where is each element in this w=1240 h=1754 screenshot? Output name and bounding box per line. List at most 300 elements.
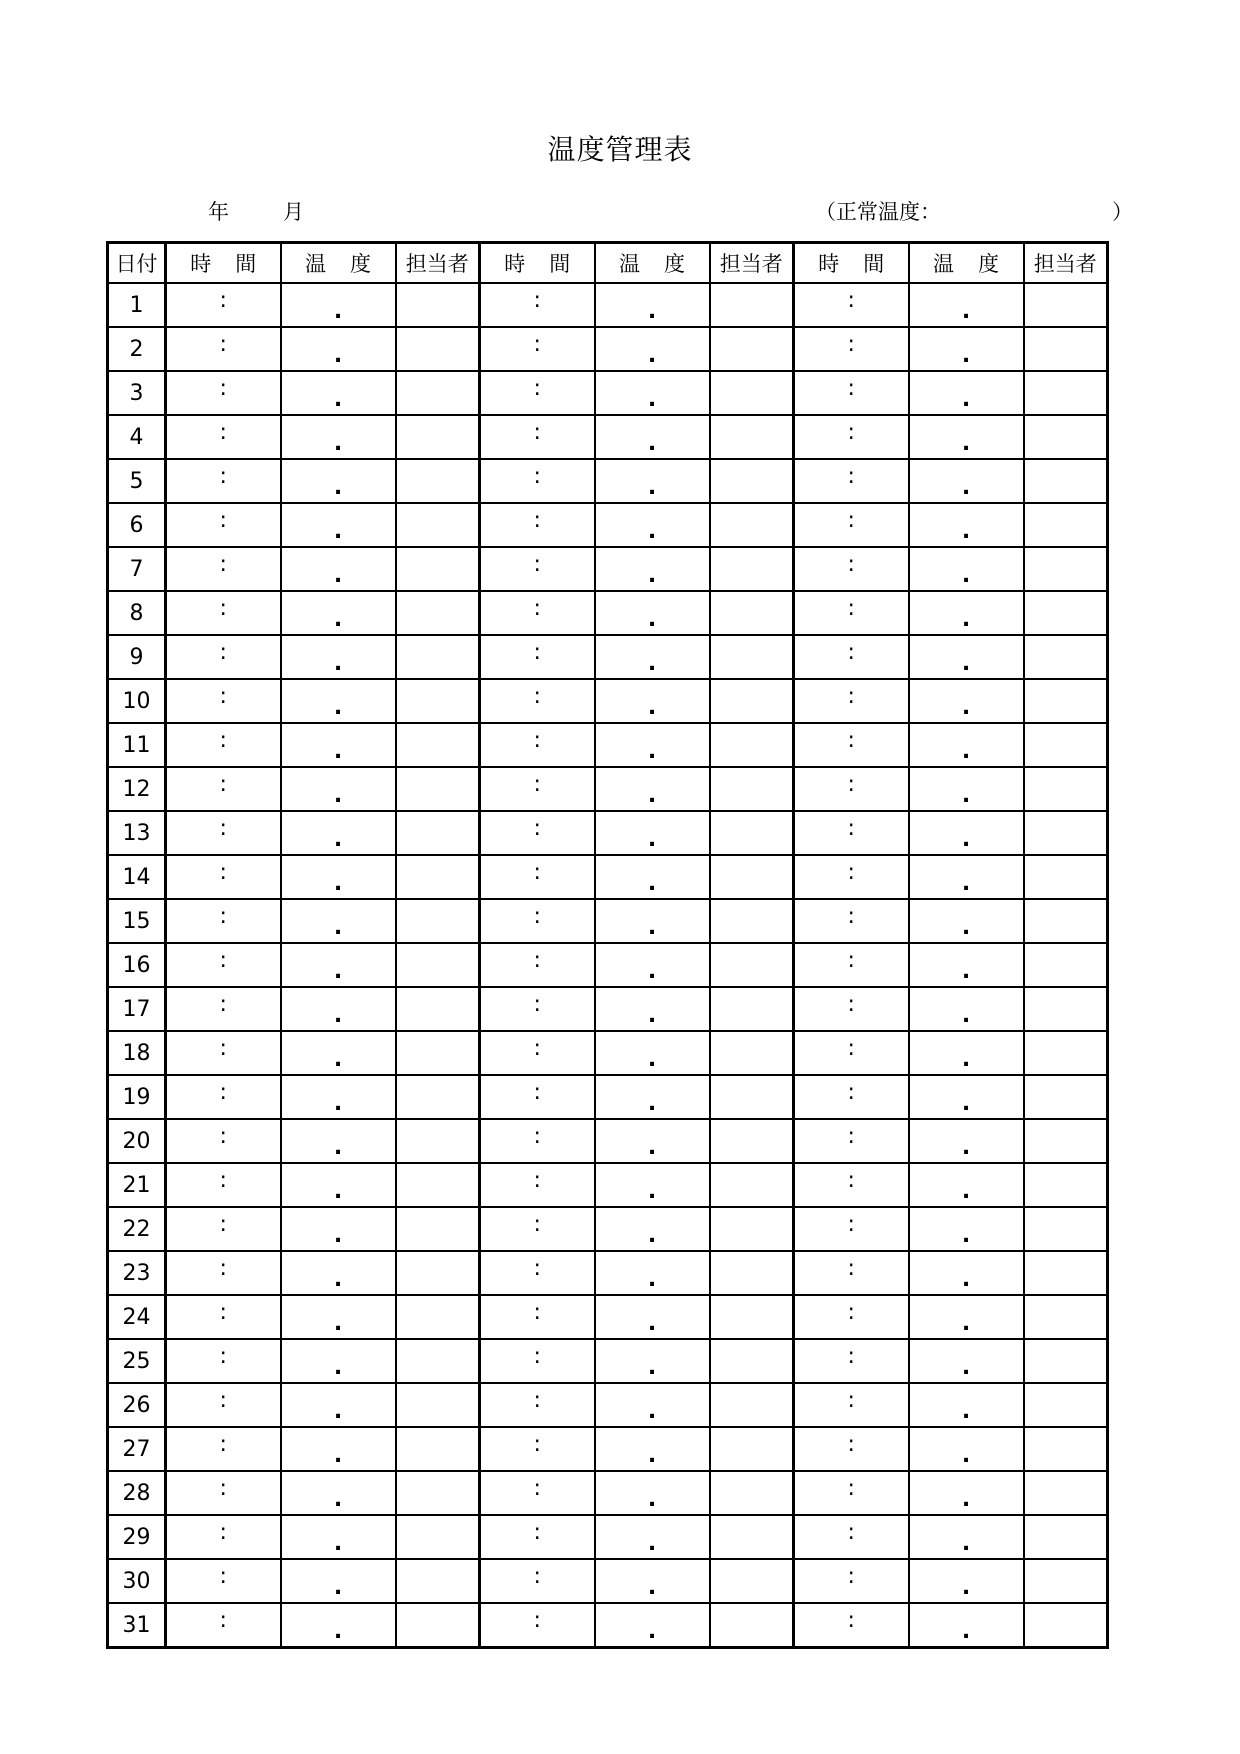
temperature-cell[interactable] — [281, 899, 396, 943]
temperature-cell[interactable] — [281, 1075, 396, 1119]
person-cell[interactable] — [1024, 899, 1108, 943]
time-cell[interactable] — [166, 1427, 281, 1471]
temperature-cell[interactable] — [281, 1251, 396, 1295]
temperature-cell[interactable] — [595, 723, 710, 767]
temperature-cell[interactable] — [909, 855, 1024, 899]
temperature-cell[interactable] — [281, 855, 396, 899]
person-cell[interactable] — [396, 283, 480, 327]
time-cell[interactable] — [166, 1207, 281, 1251]
temperature-decimal-point: . — [333, 606, 343, 632]
time-cell[interactable] — [480, 855, 595, 899]
time-cell[interactable] — [166, 1119, 281, 1163]
temperature-cell[interactable] — [909, 1251, 1024, 1295]
temperature-decimal-point: . — [647, 298, 657, 324]
temperature-cell[interactable] — [281, 415, 396, 459]
person-cell[interactable] — [1024, 1559, 1108, 1603]
time-cell[interactable] — [794, 635, 909, 679]
time-cell[interactable] — [480, 327, 595, 371]
temperature-cell[interactable] — [595, 1559, 710, 1603]
person-header-1: 担当者 — [396, 243, 480, 284]
time-cell[interactable] — [480, 1119, 595, 1163]
person-cell[interactable] — [710, 1295, 794, 1339]
time-cell[interactable] — [794, 1427, 909, 1471]
person-cell[interactable] — [1024, 1427, 1108, 1471]
person-cell[interactable] — [396, 679, 480, 723]
time-cell[interactable] — [480, 1207, 595, 1251]
person-cell[interactable] — [1024, 723, 1108, 767]
time-cell[interactable] — [166, 811, 281, 855]
person-cell[interactable] — [1024, 327, 1108, 371]
time-cell[interactable] — [480, 1339, 595, 1383]
time-cell[interactable] — [794, 899, 909, 943]
temperature-cell[interactable] — [281, 767, 396, 811]
person-cell[interactable] — [710, 591, 794, 635]
temperature-cell[interactable] — [595, 1471, 710, 1515]
time-cell[interactable] — [480, 987, 595, 1031]
temperature-cell[interactable] — [909, 943, 1024, 987]
temperature-cell[interactable] — [595, 591, 710, 635]
time-cell[interactable] — [794, 1515, 909, 1559]
person-cell[interactable] — [710, 283, 794, 327]
time-cell[interactable] — [166, 1295, 281, 1339]
time-cell[interactable] — [794, 415, 909, 459]
time-cell[interactable] — [480, 1251, 595, 1295]
person-cell[interactable] — [396, 943, 480, 987]
time-cell[interactable] — [166, 1339, 281, 1383]
time-cell[interactable] — [166, 679, 281, 723]
time-cell[interactable] — [480, 723, 595, 767]
time-cell[interactable] — [794, 1559, 909, 1603]
temperature-cell[interactable] — [595, 1075, 710, 1119]
person-cell[interactable] — [1024, 1251, 1108, 1295]
person-cell[interactable] — [396, 767, 480, 811]
temperature-cell[interactable] — [909, 547, 1024, 591]
person-cell[interactable] — [396, 987, 480, 1031]
time-cell[interactable] — [794, 987, 909, 1031]
person-cell[interactable] — [396, 327, 480, 371]
time-cell[interactable] — [794, 547, 909, 591]
temperature-cell[interactable] — [909, 1471, 1024, 1515]
person-cell[interactable] — [710, 1207, 794, 1251]
time-cell[interactable] — [794, 1075, 909, 1119]
time-cell[interactable] — [794, 1163, 909, 1207]
person-cell[interactable] — [1024, 1295, 1108, 1339]
person-cell[interactable] — [1024, 591, 1108, 635]
temperature-cell[interactable] — [281, 547, 396, 591]
temperature-cell[interactable] — [281, 635, 396, 679]
time-cell[interactable] — [794, 1339, 909, 1383]
person-cell[interactable] — [710, 1163, 794, 1207]
person-cell[interactable] — [710, 1031, 794, 1075]
time-cell[interactable] — [166, 1515, 281, 1559]
time-cell[interactable] — [166, 987, 281, 1031]
person-cell[interactable] — [396, 1559, 480, 1603]
person-cell[interactable] — [710, 371, 794, 415]
temperature-cell[interactable] — [909, 1339, 1024, 1383]
person-cell[interactable] — [396, 855, 480, 899]
temperature-cell[interactable] — [595, 1163, 710, 1207]
temperature-cell[interactable] — [909, 327, 1024, 371]
temperature-cell[interactable] — [595, 679, 710, 723]
temperature-decimal-point: . — [333, 298, 343, 324]
time-cell[interactable] — [480, 943, 595, 987]
temperature-cell[interactable] — [909, 1075, 1024, 1119]
temperature-cell[interactable] — [281, 943, 396, 987]
person-cell[interactable] — [396, 1427, 480, 1471]
temperature-cell[interactable] — [595, 1603, 710, 1648]
person-cell[interactable] — [1024, 371, 1108, 415]
time-cell[interactable] — [794, 723, 909, 767]
temperature-cell[interactable] — [281, 1207, 396, 1251]
person-cell[interactable] — [710, 767, 794, 811]
person-cell[interactable] — [396, 1339, 480, 1383]
temperature-cell[interactable] — [281, 503, 396, 547]
temperature-cell[interactable] — [595, 767, 710, 811]
temperature-cell[interactable] — [595, 371, 710, 415]
temperature-cell[interactable] — [595, 899, 710, 943]
time-cell[interactable] — [166, 503, 281, 547]
temperature-cell[interactable] — [281, 459, 396, 503]
person-cell[interactable] — [396, 723, 480, 767]
person-cell[interactable] — [1024, 547, 1108, 591]
time-colon: : — [533, 1344, 541, 1369]
time-cell[interactable] — [794, 767, 909, 811]
time-cell[interactable] — [480, 1075, 595, 1119]
time-cell[interactable] — [480, 1603, 595, 1648]
time-cell[interactable] — [166, 327, 281, 371]
time-cell[interactable] — [794, 679, 909, 723]
temperature-cell[interactable] — [281, 1339, 396, 1383]
time-cell[interactable] — [166, 1251, 281, 1295]
temperature-cell[interactable] — [281, 987, 396, 1031]
temperature-cell[interactable] — [909, 899, 1024, 943]
temperature-cell[interactable] — [281, 1603, 396, 1648]
temperature-cell[interactable] — [281, 1471, 396, 1515]
temperature-cell[interactable] — [595, 1119, 710, 1163]
time-cell[interactable] — [166, 1603, 281, 1648]
person-cell[interactable] — [1024, 943, 1108, 987]
temperature-decimal-point: . — [961, 342, 971, 368]
temperature-cell[interactable] — [909, 1163, 1024, 1207]
time-cell[interactable] — [480, 811, 595, 855]
time-colon: : — [847, 464, 855, 489]
temperature-cell[interactable] — [281, 1031, 396, 1075]
time-cell[interactable] — [166, 943, 281, 987]
time-cell[interactable] — [480, 459, 595, 503]
temperature-cell[interactable] — [595, 987, 710, 1031]
day-cell: 10 — [108, 679, 166, 723]
time-header-1 — [166, 243, 281, 284]
person-cell[interactable] — [396, 1207, 480, 1251]
person-cell[interactable] — [1024, 1031, 1108, 1075]
time-cell[interactable] — [480, 1427, 595, 1471]
person-cell[interactable] — [1024, 1339, 1108, 1383]
person-cell[interactable] — [710, 855, 794, 899]
temperature-cell[interactable] — [909, 1295, 1024, 1339]
temperature-cell[interactable] — [281, 1295, 396, 1339]
person-cell[interactable] — [1024, 415, 1108, 459]
time-cell[interactable] — [480, 635, 595, 679]
temperature-cell[interactable] — [595, 1339, 710, 1383]
time-header-char-2: 間 — [863, 252, 885, 276]
temperature-cell[interactable] — [909, 1207, 1024, 1251]
person-cell[interactable] — [1024, 1207, 1108, 1251]
person-cell[interactable] — [1024, 1603, 1108, 1648]
temperature-cell[interactable] — [909, 767, 1024, 811]
temperature-cell[interactable] — [909, 591, 1024, 635]
person-cell[interactable] — [1024, 1515, 1108, 1559]
person-cell[interactable] — [710, 943, 794, 987]
time-cell[interactable] — [166, 1471, 281, 1515]
person-cell[interactable] — [396, 371, 480, 415]
person-cell[interactable] — [396, 547, 480, 591]
person-cell[interactable] — [1024, 1119, 1108, 1163]
person-cell[interactable] — [396, 1251, 480, 1295]
time-cell[interactable] — [794, 1603, 909, 1648]
person-cell[interactable] — [396, 1075, 480, 1119]
person-cell[interactable] — [396, 899, 480, 943]
temperature-cell[interactable] — [281, 1559, 396, 1603]
temperature-cell[interactable] — [909, 1383, 1024, 1427]
time-cell[interactable] — [794, 1471, 909, 1515]
time-cell[interactable] — [166, 591, 281, 635]
temperature-cell[interactable] — [281, 811, 396, 855]
person-cell[interactable] — [710, 1515, 794, 1559]
temperature-cell[interactable] — [595, 503, 710, 547]
person-cell[interactable] — [396, 1295, 480, 1339]
temperature-cell[interactable] — [595, 327, 710, 371]
time-cell[interactable] — [166, 1383, 281, 1427]
temperature-decimal-point: . — [647, 430, 657, 456]
person-cell[interactable] — [396, 1383, 480, 1427]
person-cell[interactable] — [396, 1031, 480, 1075]
time-cell[interactable] — [794, 1207, 909, 1251]
person-cell[interactable] — [710, 635, 794, 679]
person-cell[interactable] — [710, 1383, 794, 1427]
temperature-cell[interactable] — [595, 459, 710, 503]
temperature-cell[interactable] — [595, 1251, 710, 1295]
time-cell[interactable] — [166, 723, 281, 767]
person-cell[interactable] — [710, 899, 794, 943]
time-colon: : — [219, 1432, 227, 1457]
person-cell[interactable] — [1024, 767, 1108, 811]
person-cell[interactable] — [1024, 855, 1108, 899]
temperature-cell[interactable] — [909, 283, 1024, 327]
time-cell[interactable] — [794, 1383, 909, 1427]
temperature-cell[interactable] — [595, 811, 710, 855]
time-cell[interactable] — [480, 1471, 595, 1515]
time-cell[interactable] — [794, 327, 909, 371]
person-cell[interactable] — [1024, 503, 1108, 547]
temperature-cell[interactable] — [909, 679, 1024, 723]
time-cell[interactable] — [166, 1031, 281, 1075]
time-cell[interactable] — [794, 855, 909, 899]
temperature-cell[interactable] — [909, 1031, 1024, 1075]
temperature-cell[interactable] — [595, 1383, 710, 1427]
person-cell[interactable] — [710, 1559, 794, 1603]
time-cell[interactable] — [166, 855, 281, 899]
person-cell[interactable] — [396, 1603, 480, 1648]
time-cell[interactable] — [794, 943, 909, 987]
temperature-cell[interactable] — [281, 1119, 396, 1163]
time-cell[interactable] — [166, 1559, 281, 1603]
page-title: 温度管理表 — [547, 133, 693, 166]
time-cell[interactable] — [480, 1515, 595, 1559]
person-cell[interactable] — [710, 723, 794, 767]
time-cell[interactable] — [794, 371, 909, 415]
person-cell[interactable] — [396, 415, 480, 459]
temperature-cell[interactable] — [909, 1559, 1024, 1603]
person-cell[interactable] — [710, 1339, 794, 1383]
person-cell[interactable] — [710, 679, 794, 723]
temperature-cell[interactable] — [281, 371, 396, 415]
temperature-cell[interactable] — [595, 547, 710, 591]
temperature-cell[interactable] — [909, 1427, 1024, 1471]
time-cell[interactable] — [480, 899, 595, 943]
temperature-cell[interactable] — [595, 1031, 710, 1075]
time-cell[interactable] — [794, 1251, 909, 1295]
person-cell[interactable] — [396, 1119, 480, 1163]
time-cell[interactable] — [166, 1163, 281, 1207]
person-cell[interactable] — [396, 1163, 480, 1207]
time-cell[interactable] — [794, 503, 909, 547]
time-cell[interactable] — [480, 415, 595, 459]
time-cell[interactable] — [480, 679, 595, 723]
time-cell[interactable] — [794, 283, 909, 327]
time-cell[interactable] — [166, 547, 281, 591]
time-cell[interactable] — [480, 591, 595, 635]
person-cell[interactable] — [710, 503, 794, 547]
person-cell[interactable] — [710, 987, 794, 1031]
temperature-cell[interactable] — [281, 283, 396, 327]
day-cell: 6 — [108, 503, 166, 547]
temperature-cell[interactable] — [595, 943, 710, 987]
time-cell[interactable] — [794, 811, 909, 855]
temperature-cell[interactable] — [595, 415, 710, 459]
person-cell[interactable] — [710, 1603, 794, 1648]
header-row — [108, 243, 1108, 284]
time-cell[interactable] — [480, 371, 595, 415]
temperature-cell[interactable] — [281, 591, 396, 635]
time-cell[interactable] — [794, 1031, 909, 1075]
person-cell[interactable] — [1024, 1163, 1108, 1207]
time-cell[interactable] — [166, 767, 281, 811]
person-cell[interactable] — [396, 503, 480, 547]
temperature-cell[interactable] — [909, 1515, 1024, 1559]
time-cell[interactable] — [794, 591, 909, 635]
temperature-cell[interactable] — [595, 1295, 710, 1339]
time-cell[interactable] — [166, 459, 281, 503]
temperature-cell[interactable] — [595, 855, 710, 899]
time-cell[interactable] — [480, 767, 595, 811]
person-cell[interactable] — [396, 1515, 480, 1559]
time-cell[interactable] — [480, 1295, 595, 1339]
temperature-cell[interactable] — [909, 459, 1024, 503]
temperature-cell[interactable] — [909, 987, 1024, 1031]
temperature-cell[interactable] — [281, 723, 396, 767]
person-cell[interactable] — [710, 1251, 794, 1295]
temperature-cell[interactable] — [909, 1119, 1024, 1163]
temperature-cell[interactable] — [281, 679, 396, 723]
person-cell[interactable] — [710, 547, 794, 591]
person-cell[interactable] — [710, 1471, 794, 1515]
person-cell[interactable] — [396, 635, 480, 679]
time-colon: : — [219, 464, 227, 489]
person-cell[interactable] — [710, 1075, 794, 1119]
temperature-cell[interactable] — [281, 1163, 396, 1207]
temperature-cell[interactable] — [909, 371, 1024, 415]
time-cell[interactable] — [480, 1031, 595, 1075]
person-cell[interactable] — [396, 811, 480, 855]
time-cell[interactable] — [166, 899, 281, 943]
time-cell[interactable] — [166, 283, 281, 327]
person-cell[interactable] — [396, 591, 480, 635]
time-cell[interactable] — [480, 283, 595, 327]
time-cell[interactable] — [794, 459, 909, 503]
time-cell[interactable] — [480, 1163, 595, 1207]
person-cell[interactable] — [1024, 987, 1108, 1031]
time-cell[interactable] — [480, 1383, 595, 1427]
temperature-cell[interactable] — [281, 1515, 396, 1559]
person-cell[interactable] — [396, 1471, 480, 1515]
time-cell[interactable] — [480, 1559, 595, 1603]
temperature-cell[interactable] — [281, 1383, 396, 1427]
temperature-cell[interactable] — [909, 1603, 1024, 1648]
time-cell[interactable] — [794, 1295, 909, 1339]
person-cell[interactable] — [710, 1427, 794, 1471]
time-colon: : — [847, 1432, 855, 1457]
person-cell[interactable] — [396, 459, 480, 503]
person-cell[interactable] — [1024, 459, 1108, 503]
person-cell[interactable] — [1024, 811, 1108, 855]
person-cell[interactable] — [1024, 635, 1108, 679]
time-cell[interactable] — [794, 1119, 909, 1163]
person-cell[interactable] — [710, 1119, 794, 1163]
person-cell[interactable] — [710, 459, 794, 503]
time-cell[interactable] — [166, 635, 281, 679]
time-cell[interactable] — [166, 1075, 281, 1119]
person-cell[interactable] — [710, 415, 794, 459]
time-cell[interactable] — [166, 371, 281, 415]
temperature-cell[interactable] — [595, 1427, 710, 1471]
table-row — [108, 1603, 1108, 1648]
person-cell[interactable] — [1024, 283, 1108, 327]
temperature-cell[interactable] — [595, 1207, 710, 1251]
day-cell: 27 — [108, 1427, 166, 1471]
temperature-cell[interactable] — [909, 415, 1024, 459]
person-cell[interactable] — [710, 327, 794, 371]
person-cell[interactable] — [1024, 1383, 1108, 1427]
person-cell[interactable] — [1024, 1075, 1108, 1119]
temperature-cell[interactable] — [909, 723, 1024, 767]
temperature-cell[interactable] — [595, 283, 710, 327]
temperature-cell[interactable] — [595, 1515, 710, 1559]
temperature-cell[interactable] — [281, 327, 396, 371]
time-cell[interactable] — [480, 503, 595, 547]
temperature-cell[interactable] — [909, 635, 1024, 679]
temperature-cell[interactable] — [281, 1427, 396, 1471]
log-body — [108, 283, 1108, 1648]
person-cell[interactable] — [1024, 1471, 1108, 1515]
temperature-cell[interactable] — [595, 635, 710, 679]
temperature-cell[interactable] — [909, 503, 1024, 547]
person-cell[interactable] — [710, 811, 794, 855]
time-colon: : — [219, 1300, 227, 1325]
person-cell[interactable] — [1024, 679, 1108, 723]
time-cell[interactable] — [480, 547, 595, 591]
time-cell[interactable] — [166, 415, 281, 459]
temperature-cell[interactable] — [909, 811, 1024, 855]
